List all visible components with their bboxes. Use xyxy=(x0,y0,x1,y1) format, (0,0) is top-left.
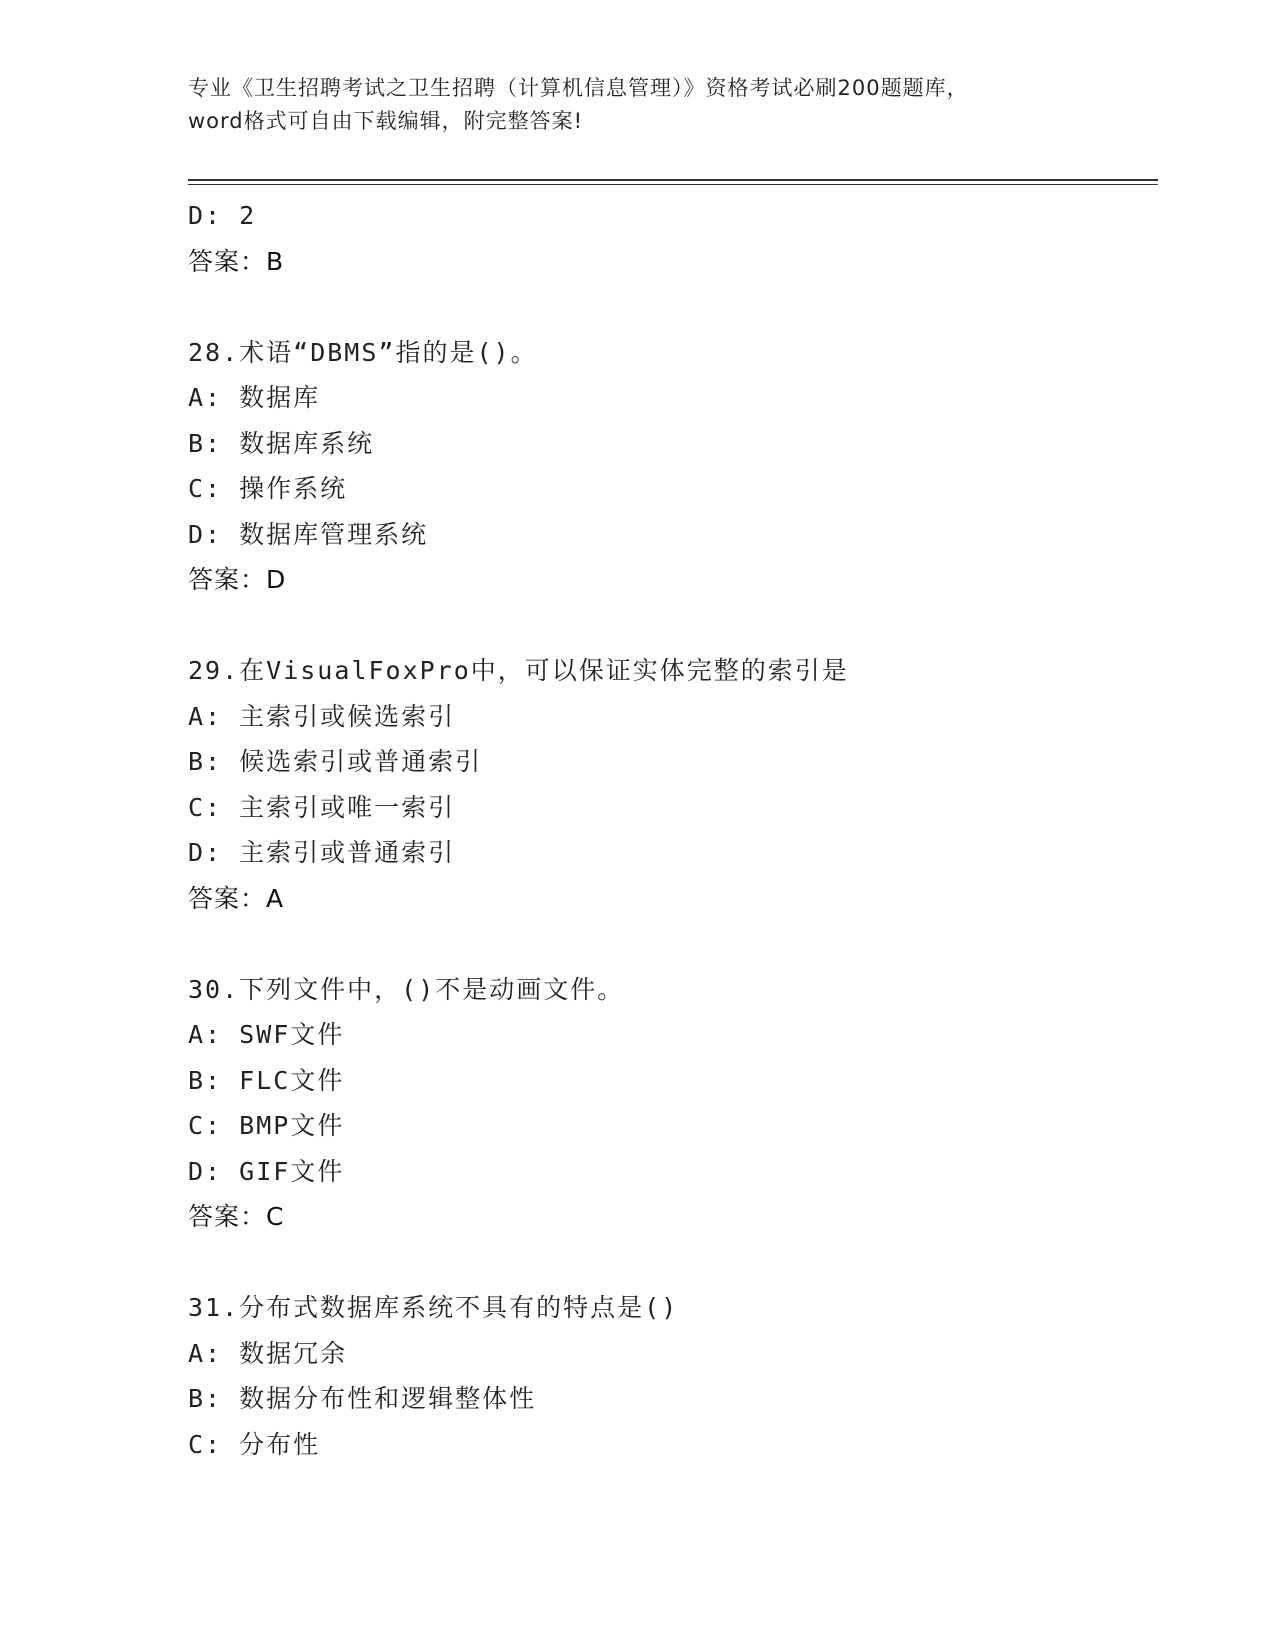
answer: 答案：D xyxy=(188,565,287,594)
header-divider xyxy=(188,179,1158,181)
option-c: C: BMP文件 xyxy=(188,1111,345,1140)
header-line-2: word格式可自由下载编辑，附完整答案! xyxy=(188,109,584,133)
option-d: D: 主索引或普通索引 xyxy=(188,838,456,867)
question-stem: 28.术语“DBMS”指的是()。 xyxy=(188,337,538,367)
option-d: D: GIF文件 xyxy=(188,1156,345,1186)
header-divider-thin xyxy=(188,184,1158,185)
option-b: B: FLC文件 xyxy=(188,1065,345,1095)
option-b: B: 数据库系统 xyxy=(188,428,375,458)
spacer xyxy=(188,1240,1168,1286)
spacer xyxy=(188,284,1168,330)
option-a: A: 主索引或候选索引 xyxy=(188,701,456,731)
option-d: D: 数据库管理系统 xyxy=(188,519,429,549)
option-a: A: 数据库 xyxy=(188,383,321,412)
header-line-1: 专业《卫生招聘考试之卫生招聘（计算机信息管理）》资格考试必刷200题题库， xyxy=(188,76,969,100)
question-stem: 31.分布式数据库系统不具有的特点是() xyxy=(188,1293,679,1322)
option-c: C: 操作系统 xyxy=(188,474,348,503)
question-stem: 30.下列文件中，()不是动画文件。 xyxy=(188,974,625,1004)
answer: 答案：A xyxy=(188,883,285,913)
spacer xyxy=(188,603,1168,649)
option-a: A: 数据冗余 xyxy=(188,1338,348,1368)
answer: 答案：B xyxy=(188,246,285,276)
question-stem: 29.在VisualFoxPro中，可以保证实体完整的索引是 xyxy=(188,656,849,685)
question-list xyxy=(188,193,1168,1467)
option-b: B: 候选索引或普通索引 xyxy=(188,747,483,776)
option-a: A: SWF文件 xyxy=(188,1020,345,1049)
option-c: C: 分布性 xyxy=(188,1429,321,1459)
option-d: D: 2 xyxy=(188,201,257,230)
option-c: C: 主索引或唯一索引 xyxy=(188,792,456,822)
answer: 答案：C xyxy=(188,1202,285,1231)
document-header xyxy=(188,72,1068,138)
option-b: B: 数据分布性和逻辑整体性 xyxy=(188,1384,537,1413)
spacer xyxy=(188,921,1168,967)
